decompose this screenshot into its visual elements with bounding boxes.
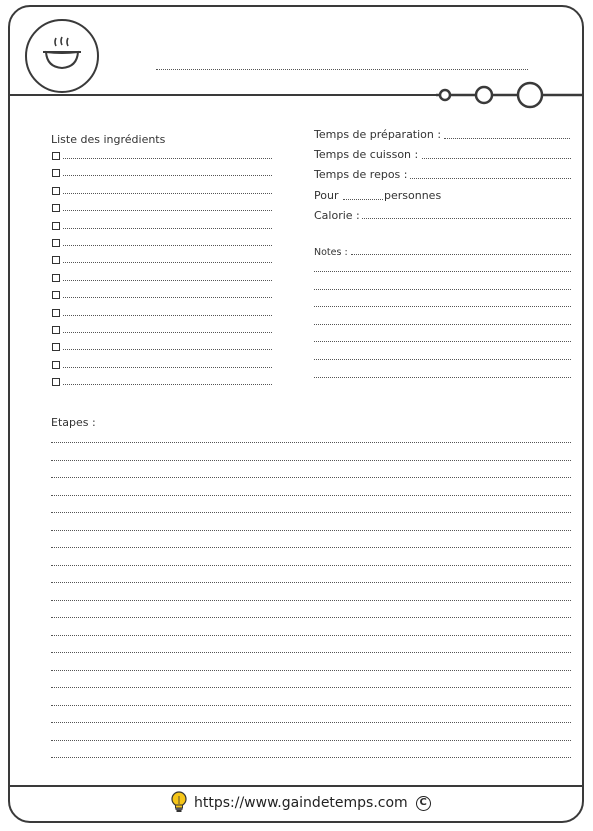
ingredient-line[interactable] bbox=[63, 297, 272, 298]
ingredient-checkbox[interactable] bbox=[52, 204, 60, 212]
ingredient-line[interactable] bbox=[63, 367, 272, 368]
ingredient-line[interactable] bbox=[63, 175, 272, 176]
footer-url[interactable]: https://www.gaindetemps.com bbox=[194, 795, 408, 811]
steps-label: Etapes : bbox=[51, 416, 96, 429]
ingredients-title: Liste des ingrédients bbox=[51, 133, 166, 146]
ingredient-line[interactable] bbox=[63, 210, 272, 211]
steps-line[interactable] bbox=[51, 512, 571, 513]
copyright-icon: C bbox=[416, 796, 431, 811]
ingredient-line[interactable] bbox=[63, 384, 272, 385]
ingredient-checkbox[interactable] bbox=[52, 222, 60, 230]
steps-line[interactable] bbox=[51, 705, 571, 706]
recipe-title-line[interactable] bbox=[156, 69, 528, 70]
steps-line[interactable] bbox=[51, 495, 571, 496]
ingredient-line[interactable] bbox=[63, 332, 272, 333]
ingredient-line[interactable] bbox=[63, 280, 272, 281]
steps-line[interactable] bbox=[51, 722, 571, 723]
notes-line[interactable] bbox=[314, 341, 571, 342]
ingredient-checkbox[interactable] bbox=[52, 239, 60, 247]
steps-line[interactable] bbox=[51, 442, 571, 443]
ingredient-line[interactable] bbox=[63, 262, 272, 263]
ingredient-checkbox[interactable] bbox=[52, 343, 60, 351]
rest-time-line[interactable] bbox=[410, 178, 571, 179]
calorie-line[interactable] bbox=[362, 218, 571, 219]
notes-line[interactable] bbox=[314, 377, 571, 378]
decorative-circles bbox=[436, 80, 586, 110]
calorie-label: Calorie : bbox=[314, 209, 360, 222]
steps-line[interactable] bbox=[51, 600, 571, 601]
soup-bowl-icon bbox=[25, 19, 99, 93]
steps-line[interactable] bbox=[51, 652, 571, 653]
rest-time-label: Temps de repos : bbox=[314, 168, 408, 181]
ingredient-line[interactable] bbox=[63, 228, 272, 229]
ingredient-checkbox[interactable] bbox=[52, 152, 60, 160]
ingredient-line[interactable] bbox=[63, 193, 272, 194]
ingredient-checkbox[interactable] bbox=[52, 309, 60, 317]
footer-divider bbox=[8, 785, 584, 787]
steps-line[interactable] bbox=[51, 670, 571, 671]
ingredient-checkbox[interactable] bbox=[52, 256, 60, 264]
steps-line[interactable] bbox=[51, 565, 571, 566]
ingredient-checkbox[interactable] bbox=[52, 291, 60, 299]
ingredient-line[interactable] bbox=[63, 315, 272, 316]
servings-line[interactable] bbox=[343, 199, 383, 200]
notes-line[interactable] bbox=[314, 359, 571, 360]
ingredient-checkbox[interactable] bbox=[52, 274, 60, 282]
steps-line[interactable] bbox=[51, 460, 571, 461]
steps-line[interactable] bbox=[51, 582, 571, 583]
ingredient-checkbox[interactable] bbox=[52, 187, 60, 195]
notes-label: Notes : bbox=[314, 247, 348, 258]
steps-line[interactable] bbox=[51, 530, 571, 531]
ingredient-line[interactable] bbox=[63, 349, 272, 350]
notes-first-line[interactable] bbox=[351, 254, 571, 255]
prep-time-line[interactable] bbox=[444, 138, 570, 139]
ingredient-checkbox[interactable] bbox=[52, 326, 60, 334]
steps-line[interactable] bbox=[51, 740, 571, 741]
steps-line[interactable] bbox=[51, 687, 571, 688]
ingredient-checkbox[interactable] bbox=[52, 169, 60, 177]
steps-line[interactable] bbox=[51, 547, 571, 548]
header-divider bbox=[8, 94, 438, 96]
ingredient-line[interactable] bbox=[63, 245, 272, 246]
cook-time-line[interactable] bbox=[422, 158, 571, 159]
steps-line[interactable] bbox=[51, 757, 571, 758]
prep-time-label: Temps de préparation : bbox=[314, 128, 442, 141]
ingredient-line[interactable] bbox=[63, 158, 272, 159]
notes-line[interactable] bbox=[314, 271, 571, 272]
cook-time-label: Temps de cuisson : bbox=[314, 148, 419, 161]
steps-line[interactable] bbox=[51, 617, 571, 618]
ingredient-checkbox[interactable] bbox=[52, 361, 60, 369]
footer bbox=[170, 790, 431, 816]
notes-line[interactable] bbox=[314, 324, 571, 325]
servings-prefix: Pour bbox=[314, 189, 339, 202]
notes-line[interactable] bbox=[314, 289, 571, 290]
page-frame bbox=[8, 5, 584, 823]
steps-line[interactable] bbox=[51, 635, 571, 636]
servings-suffix: personnes bbox=[384, 189, 442, 202]
lightbulb-icon bbox=[170, 791, 188, 815]
steps-line[interactable] bbox=[51, 477, 571, 478]
notes-line[interactable] bbox=[314, 306, 571, 307]
ingredient-checkbox[interactable] bbox=[52, 378, 60, 386]
